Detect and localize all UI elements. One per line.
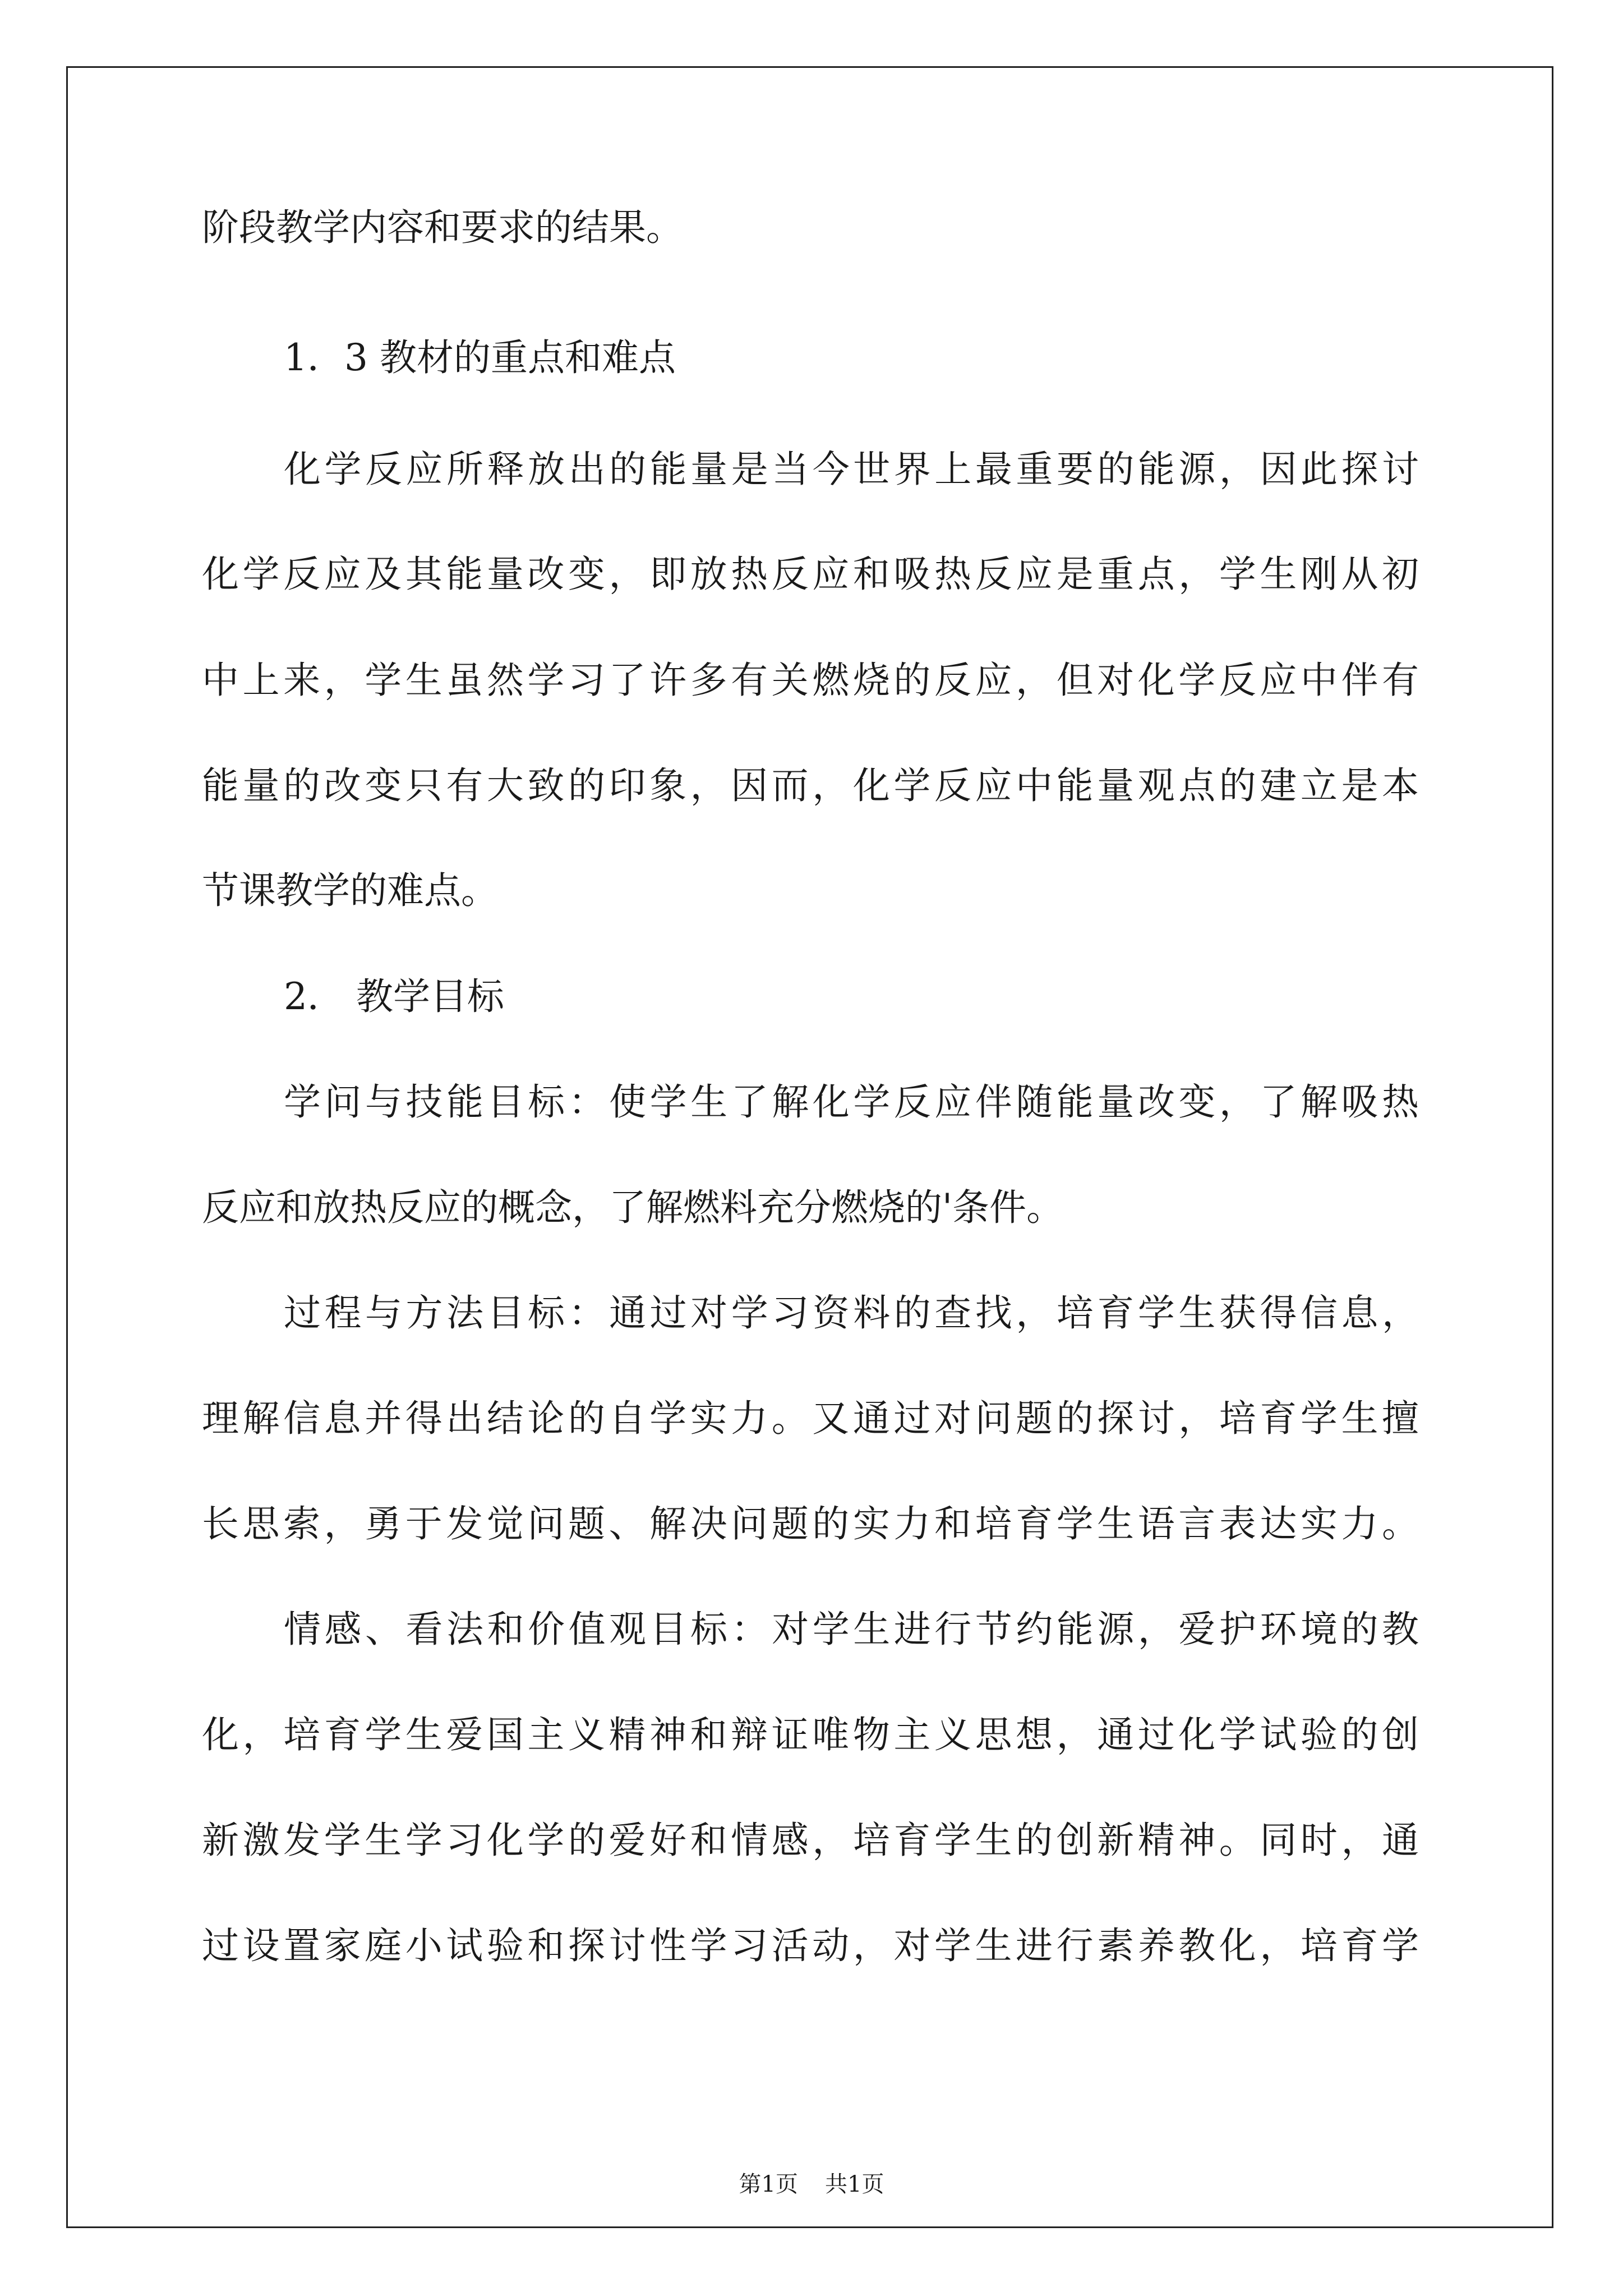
text-line: 反应和放热反应的概念，了解燃料充分燃烧的'条件。 bbox=[202, 1186, 1064, 1229]
page-total: 共1页 bbox=[825, 2171, 884, 2197]
text-line: 过程与方法目标：通过对学习资料的查找，培育学生获得信息， bbox=[284, 1291, 1419, 1335]
page-footer bbox=[0, 2166, 1623, 2198]
text-line: 能量的改变只有大致的印象，因而，化学反应中能量观点的建立是本 bbox=[202, 764, 1419, 807]
section-heading: 1．3 教材的重点和难点 bbox=[284, 336, 676, 379]
text-line: 情感、看法和价值观目标：对学生进行节约能源，爱护环境的教 bbox=[284, 1608, 1419, 1651]
text-line: 化学反应所释放出的能量是当今世界上最重要的能源，因此探讨 bbox=[284, 448, 1419, 491]
page-border bbox=[66, 66, 1553, 2228]
text-line: 阶段教学内容和要求的结果。 bbox=[202, 206, 683, 249]
text-line: 化学反应及其能量改变，即放热反应和吸热反应是重点，学生刚从初 bbox=[202, 553, 1419, 596]
text-line: 中上来，学生虽然学习了许多有关燃烧的反应，但对化学反应中伴有 bbox=[202, 659, 1419, 702]
text-line: 节课教学的难点。 bbox=[202, 869, 498, 912]
section-heading: 2． 教学目标 bbox=[284, 975, 504, 1018]
text-line: 理解信息并得出结论的自学实力。又通过对问题的探讨，培育学生擅 bbox=[202, 1397, 1419, 1440]
page-number: 第1页 bbox=[739, 2171, 798, 2197]
text-line: 学问与技能目标：使学生了解化学反应伴随能量改变，了解吸热 bbox=[284, 1080, 1419, 1124]
text-line: 长思索，勇于发觉问题、解决问题的实力和培育学生语言表达实力。 bbox=[202, 1502, 1419, 1545]
text-line: 化，培育学生爱国主义精神和辩证唯物主义思想，通过化学试验的创 bbox=[202, 1713, 1419, 1756]
text-line: 过设置家庭小试验和探讨性学习活动，对学生进行素养教化，培育学 bbox=[202, 1924, 1419, 1967]
text-line: 新激发学生学习化学的爱好和情感，培育学生的创新精神。同时，通 bbox=[202, 1819, 1419, 1862]
